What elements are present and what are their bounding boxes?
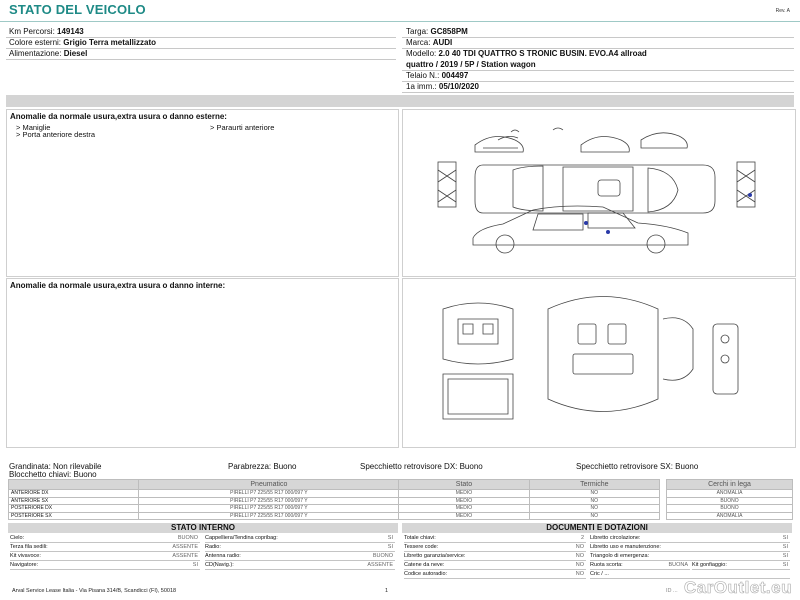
telaio-value: 004497 xyxy=(441,71,469,80)
field-value: SI xyxy=(782,562,788,568)
field-label: Totale chiavi: xyxy=(404,535,436,541)
telaio-row xyxy=(406,70,468,81)
field-value: 2 xyxy=(580,535,584,541)
field-label: Cielo: xyxy=(10,535,25,541)
field-value: SI xyxy=(782,544,788,550)
field-value: NO xyxy=(575,544,584,550)
seat-detail xyxy=(458,319,498,344)
targa-value: GC858PM xyxy=(430,27,468,36)
field-label: Radio: xyxy=(205,544,221,550)
cerchi-value: ANOMALIA xyxy=(667,512,793,520)
key-button xyxy=(721,355,729,363)
tyres-table xyxy=(8,479,660,520)
tyre-pos: ANTERIORE DX xyxy=(9,490,139,498)
imm-row xyxy=(406,81,479,92)
damage-item: > Paraurti anteriore xyxy=(210,123,275,132)
field-value: BUONO xyxy=(372,553,393,559)
internal-damage-title: Anomalie da normale usura,extra usura o danno interne: xyxy=(10,281,226,290)
divider xyxy=(6,59,396,60)
table-row xyxy=(667,505,793,513)
table-row xyxy=(667,497,793,505)
tyre-pos: ANTERIORE SX xyxy=(9,497,139,505)
wheel xyxy=(647,235,665,253)
key-view xyxy=(713,324,738,394)
targa-row xyxy=(406,26,468,37)
car-plan-windows xyxy=(513,166,678,212)
trunk-view xyxy=(663,318,693,381)
car-top-view xyxy=(581,136,629,152)
damage-item: > Maniglie xyxy=(16,123,51,132)
modello-value: 2.0 40 TDI QUATTRO S TRONIC BUSIN. EVO.A4 allroad xyxy=(438,49,647,58)
tyre-termiche: NO xyxy=(529,490,659,498)
field-row xyxy=(590,543,790,552)
field-label: Antenna radio: xyxy=(205,553,241,559)
field-value: SI xyxy=(192,562,198,568)
field-label: Libretto uso e manutenzione: xyxy=(590,544,661,550)
cerchi-table xyxy=(666,479,793,520)
colore-value: Grigio Terra metallizzato xyxy=(63,38,157,47)
divider xyxy=(402,92,794,93)
page-title: STATO DEL VEICOLO xyxy=(9,2,146,17)
targa-label: Targa: xyxy=(406,27,429,36)
field-label: Libretto circolazione: xyxy=(590,535,641,541)
seat-front-view xyxy=(443,303,513,364)
modello-row xyxy=(406,48,647,59)
grandinata: Grandinata: Non rilevabile xyxy=(9,462,102,471)
field-row xyxy=(692,561,790,570)
field-row xyxy=(404,570,586,579)
revision-label: Rev. A xyxy=(775,8,790,14)
field-row xyxy=(590,552,790,561)
damage-marker xyxy=(606,230,610,234)
stato-interno-header: STATO INTERNO xyxy=(8,523,398,533)
footer-company: Arval Service Lease Italia - Via Pisana 314/B, Scandicci (FI), 50018 xyxy=(12,588,177,594)
field-row xyxy=(205,543,395,552)
field-label: CD(Navig.): xyxy=(205,562,234,568)
table-row xyxy=(667,512,793,520)
tyre-stato: MEDIO xyxy=(399,505,529,513)
modello-label: Modello: xyxy=(406,49,437,58)
section-bar xyxy=(6,95,794,107)
field-label: Triangolo di emergenza: xyxy=(590,553,650,559)
imm-label: 1a imm.: xyxy=(406,82,437,91)
damage-marker xyxy=(748,193,752,197)
km-value: 149143 xyxy=(57,27,84,36)
car-interior-diagram xyxy=(403,279,795,447)
field-label: Catene da neve: xyxy=(404,562,445,568)
col-header: Termiche xyxy=(529,480,659,490)
field-label: Navigatore: xyxy=(10,562,39,568)
tyre-pos: POSTERIORE DX xyxy=(9,505,139,513)
field-row xyxy=(10,561,200,570)
car-side-view xyxy=(473,206,688,245)
col-header: Pneumatico xyxy=(139,480,399,490)
alimentazione-row xyxy=(9,48,87,59)
field-value: SI xyxy=(387,544,393,550)
specchietto-sx: Specchietto retrovisore SX: Buono xyxy=(576,462,699,471)
blank-header xyxy=(9,480,139,490)
field-row xyxy=(10,543,200,552)
damage-marker xyxy=(584,221,588,225)
internal-damage-panel xyxy=(6,278,399,448)
blocchetto: Blocchetto chiavi: Buono xyxy=(9,470,97,479)
footer-doc-id: ID ... xyxy=(666,588,678,594)
key-button xyxy=(721,335,729,343)
watermark-logo: CarOutlet.eu xyxy=(683,578,792,597)
modello-row-2 xyxy=(406,59,536,70)
specchietto-dx: Specchietto retrovisore DX: Buono xyxy=(360,462,483,471)
tyre-stato: MEDIO xyxy=(399,490,529,498)
cerchi-value: BUONO xyxy=(667,505,793,513)
alimentazione-value: Diesel xyxy=(63,49,88,58)
parabrezza: Parabrezza: Buono xyxy=(228,462,297,471)
car-top-view xyxy=(475,136,523,152)
car-exterior-diagram xyxy=(403,110,795,276)
field-label: Tessere code: xyxy=(404,544,439,550)
table-row xyxy=(667,490,793,498)
tyre-stato: MEDIO xyxy=(399,512,529,520)
tyre-termiche: NO xyxy=(529,512,659,520)
field-row xyxy=(590,534,790,543)
tyre-pos: POSTERIORE SX xyxy=(9,512,139,520)
field-row xyxy=(404,561,586,570)
table-header xyxy=(667,480,793,490)
external-diagram-panel xyxy=(402,109,796,277)
km-label: Km Percorsi: xyxy=(9,27,55,36)
car-top-view xyxy=(641,133,687,148)
field-value: BUONO xyxy=(177,535,198,541)
tyre-model: PIRELLI P7 225/55 R17 000/097 Y xyxy=(139,497,399,505)
table-row xyxy=(9,505,660,513)
colore-label: Colore esterni: xyxy=(9,38,62,47)
field-label: Kit vivavoce: xyxy=(10,553,41,559)
tyre-stato: MEDIO xyxy=(399,497,529,505)
field-row xyxy=(10,552,200,561)
marca-label: Marca: xyxy=(406,38,431,47)
telaio-label: Telaio N.: xyxy=(406,71,440,80)
car-mirror xyxy=(511,128,563,132)
km-row xyxy=(9,26,394,37)
tyre-model: PIRELLI P7 225/55 R17 000/097 Y xyxy=(139,505,399,513)
field-value: ASSENTE xyxy=(367,562,393,568)
field-value: ASSENTE xyxy=(172,544,198,550)
footer-page: 1 xyxy=(385,588,389,594)
field-label: Libretto garanzia/service: xyxy=(404,553,466,559)
field-row xyxy=(205,534,395,543)
car-side-windows xyxy=(533,213,635,230)
tyre-termiche: NO xyxy=(529,505,659,513)
field-value: NO xyxy=(575,553,584,559)
field-row xyxy=(205,561,395,570)
field-value: BUONA xyxy=(668,562,688,568)
imm-value: 05/10/2020 xyxy=(438,82,479,91)
field-row xyxy=(205,552,395,561)
field-label: Codice autoradio: xyxy=(404,571,448,577)
documenti-header: DOCUMENTI E DOTAZIONI xyxy=(402,523,792,533)
field-row xyxy=(590,561,690,570)
field-value: ASSENTE xyxy=(172,553,198,559)
field-value: SI xyxy=(782,553,788,559)
car-roof-panel xyxy=(598,180,620,196)
field-value: SI xyxy=(782,535,788,541)
field-value: NO xyxy=(575,571,584,577)
divider xyxy=(402,37,794,38)
tyre-model: PIRELLI P7 225/55 R17 000/097 Y xyxy=(139,490,399,498)
field-row xyxy=(404,534,586,543)
wheel xyxy=(496,235,514,253)
rear-interior-view xyxy=(443,374,513,419)
field-row xyxy=(404,552,586,561)
internal-diagram-panel xyxy=(402,278,796,448)
table-row xyxy=(9,490,660,498)
cerchi-value: ANOMALIA xyxy=(667,490,793,498)
cerchi-value: BUONO xyxy=(667,497,793,505)
seat xyxy=(578,324,596,344)
tyre-termiche: NO xyxy=(529,497,659,505)
alimentazione-label: Alimentazione: xyxy=(9,49,62,58)
field-value: SI xyxy=(387,535,393,541)
damage-item: > Porta anteriore destra xyxy=(16,130,96,139)
title-divider xyxy=(0,21,800,22)
table-row xyxy=(9,512,660,520)
table-header xyxy=(9,480,660,490)
col-header: Stato xyxy=(399,480,529,490)
field-row xyxy=(404,543,586,552)
external-damage-title: Anomalie da normale usura,extra usura o danno esterne: xyxy=(10,112,227,121)
seat xyxy=(608,324,626,344)
field-label: Cappelliera/Tendina copribag: xyxy=(205,535,278,541)
table-row xyxy=(9,497,660,505)
field-value: NO xyxy=(575,562,584,568)
field-row xyxy=(10,534,200,543)
car-front-detail xyxy=(438,170,456,202)
field-label: Cric / ... xyxy=(590,571,609,577)
field-label: Terza fila sedili: xyxy=(10,544,48,550)
col-header: Cerchi in lega xyxy=(667,480,793,490)
car-plan-view xyxy=(475,165,715,213)
marca-row xyxy=(406,37,452,48)
field-label: Ruota scorta: xyxy=(590,562,623,568)
field-label: Kit gonfiaggio: xyxy=(692,562,727,568)
colore-row xyxy=(9,37,156,48)
rear-bench xyxy=(573,354,633,374)
modello-value-2: quattro / 2019 / 5P / Station wagon xyxy=(406,60,536,69)
tyre-model: PIRELLI P7 225/55 R17 000/097 Y xyxy=(139,512,399,520)
marca-value: AUDI xyxy=(432,38,453,47)
car-rear-detail xyxy=(737,170,755,202)
